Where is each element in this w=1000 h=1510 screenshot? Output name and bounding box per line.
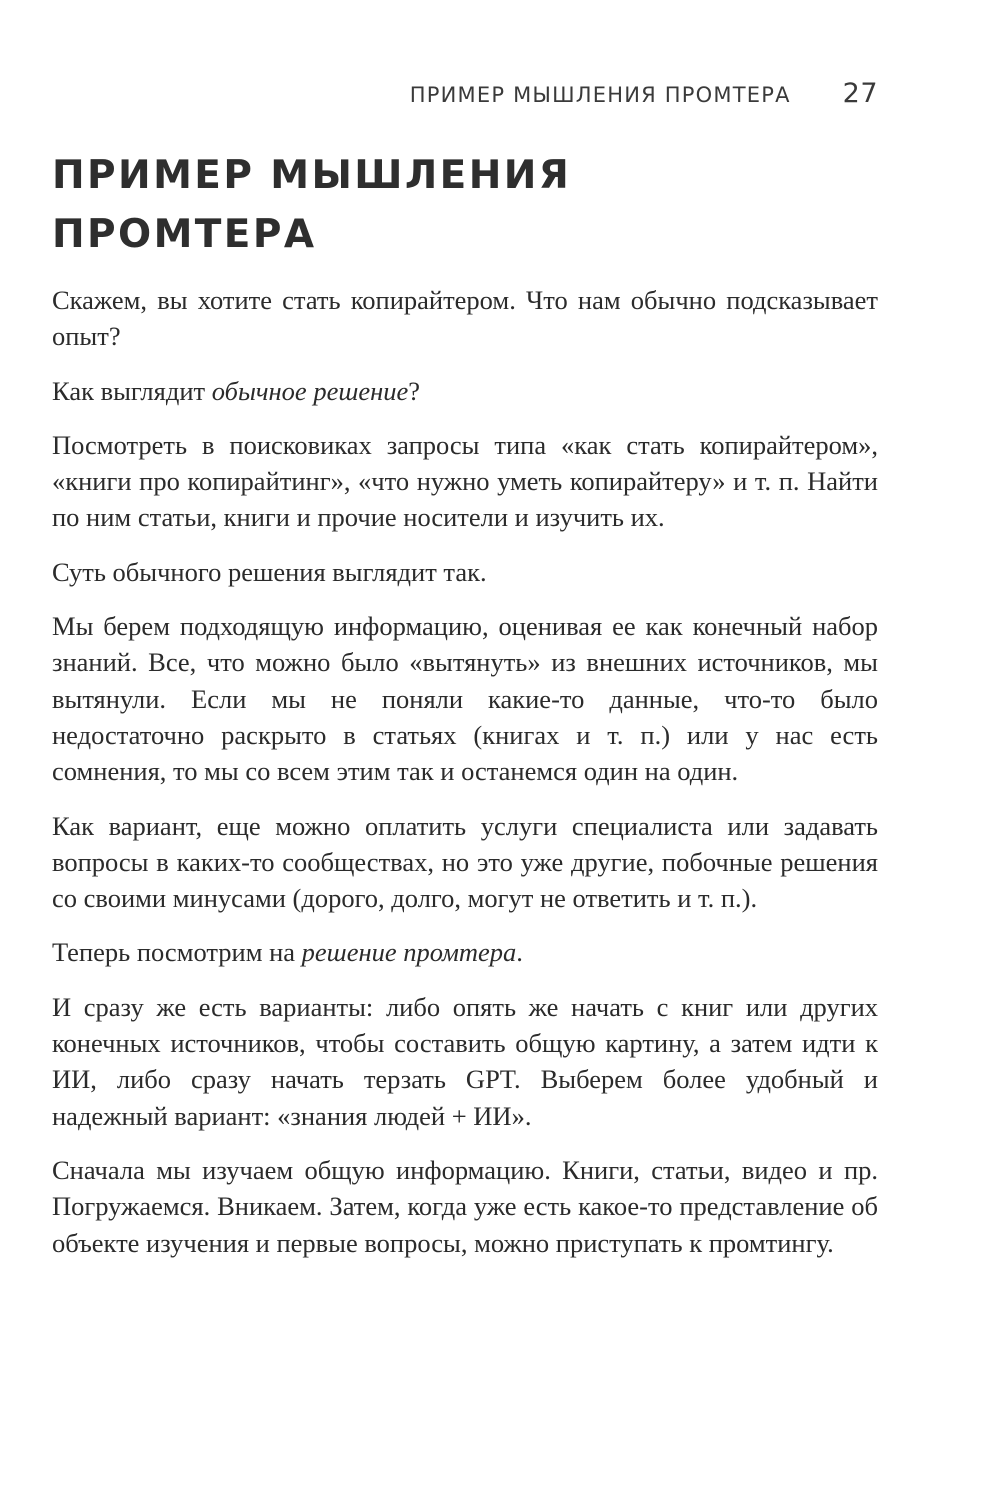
chapter-title-line-2: ПРОМТЕРА — [52, 212, 317, 257]
chapter-title — [52, 146, 852, 264]
paragraph-2 — [52, 373, 878, 409]
body-text — [52, 282, 878, 1279]
page-number: 27 — [842, 78, 878, 109]
paragraph-2-text: Как выглядит — [52, 375, 212, 406]
paragraph-9: Сначала мы изучаем общую информацию. Книги, статьи, видео и пр. Погружаемся. Вникаем. Затем, когда уже есть какое-то представление об объекте изучения и первые вопросы, можно приступать к промтингу. — [52, 1154, 878, 1258]
paragraph-2-end: ? — [408, 375, 421, 406]
paragraph-7-end: . — [516, 937, 523, 968]
paragraph-3: Посмотреть в поисковиках запросы типа «как стать копирайтером», «книги про копирайтинг», «что нужно уметь копирайтеру» и т. п. Найти по ним статьи, книги и прочие носители и изучить их. — [52, 429, 878, 533]
paragraph-7 — [52, 934, 878, 970]
paragraph-6: Как вариант, еще можно оплатить услуги специалиста или задавать вопросы в каких-то сообществах, но это уже другие, побочные решения со своими минусами (дорого, долго, могут не ответить и т. п.). — [52, 810, 878, 914]
running-title: ПРИМЕР МЫШЛЕНИЯ ПРОМТЕРА — [409, 83, 791, 107]
paragraph-5: Мы берем подходящую информацию, оценивая ее как конечный набор знаний. Все, что можно было «вытянуть» из внешних источников, мы вытянули. Если мы не поняли какие-то данные, что-то было недостаточно раскрыто в статьях (книгах и т. п.) или у нас есть сомнения, то мы со всем этим так и останемся один на один. — [52, 611, 878, 787]
paragraph-7-emphasis: решение промтера — [301, 937, 517, 968]
running-header — [0, 78, 878, 109]
paragraph-2-emphasis: обычное решение — [211, 375, 409, 406]
paragraph-8: И сразу же есть варианты: либо опять же начать с книг или других конечных источников, чтобы составить общую картину, а затем идти к ИИ, либо сразу начать терзать GPT. Выберем более удобный и надежный вариант: «знания людей + ИИ». — [52, 991, 878, 1131]
chapter-title-line-1: ПРИМЕР МЫШЛЕНИЯ — [52, 153, 572, 198]
paragraph-1: Скажем, вы хотите стать копирайтером. Что нам обычно подсказывает опыт? — [52, 285, 878, 352]
paragraph-7-text: Теперь посмотрим на — [52, 937, 302, 968]
paragraph-4: Суть обычного решения выглядит так. — [52, 556, 487, 587]
